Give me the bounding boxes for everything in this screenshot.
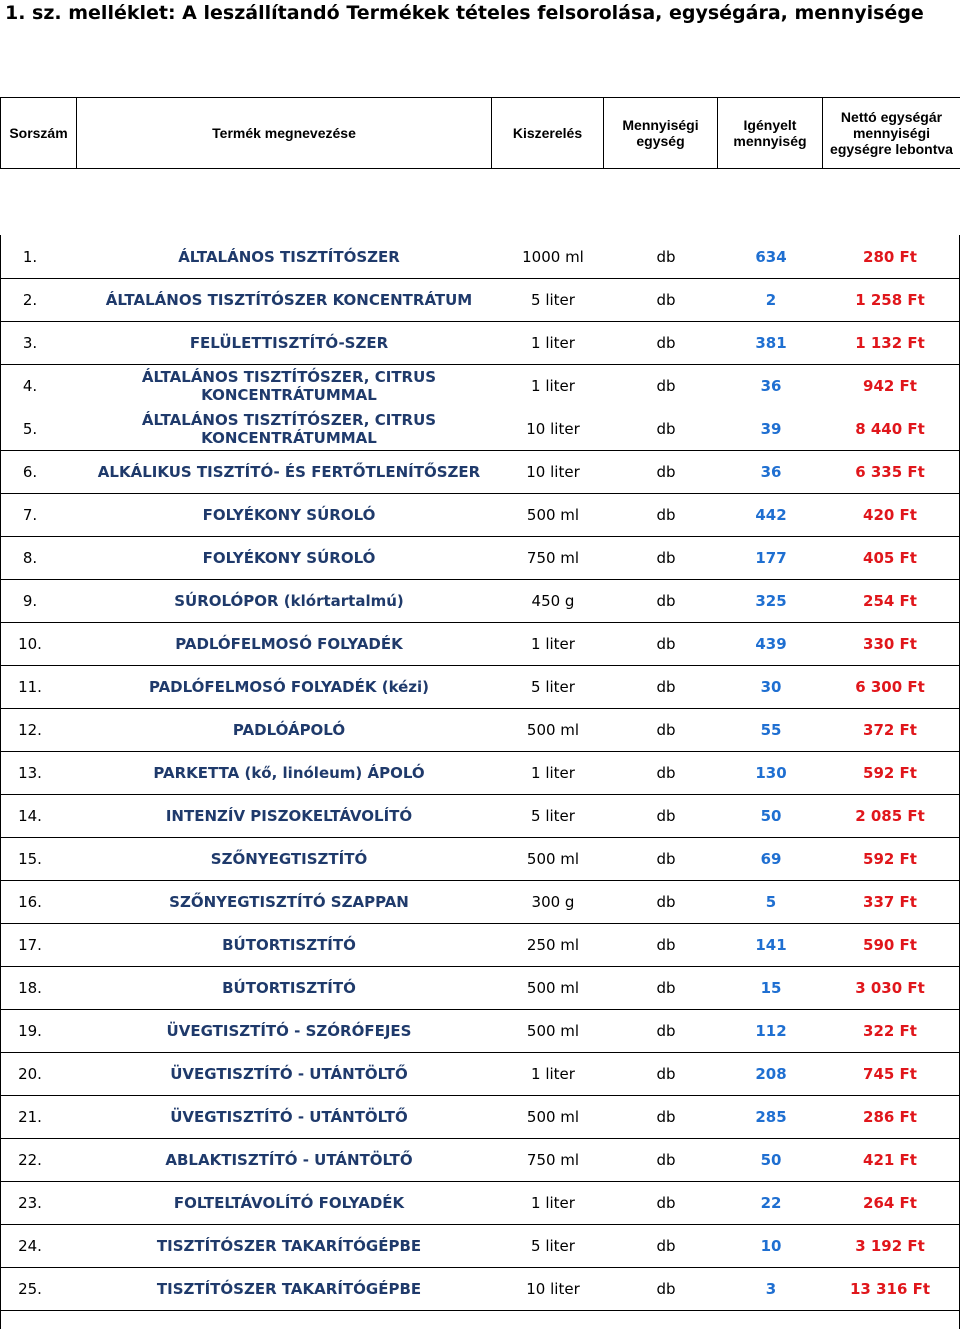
- unit-price: 420 Ft: [863, 505, 917, 524]
- table-row: [0, 579, 960, 623]
- quantity: 130: [755, 763, 787, 782]
- product-name-line2: KONCENTRÁTUMMAL: [201, 428, 377, 447]
- packaging: 750 ml: [526, 1150, 580, 1169]
- quantity: 15: [760, 978, 782, 997]
- table-row: [0, 665, 960, 709]
- unit-price: 2 085 Ft: [855, 806, 925, 825]
- product-name: ABLAKTISZTÍTÓ - UTÁNTÖLTŐ: [165, 1150, 413, 1169]
- unit: db: [656, 849, 676, 868]
- table-row: [0, 1181, 960, 1225]
- unit-price: 592 Ft: [863, 763, 917, 782]
- product-name: FOLYÉKONY SÚROLÓ: [202, 505, 376, 524]
- packaging: 300 g: [531, 892, 575, 911]
- row-number: 17.: [18, 935, 42, 954]
- row-number: 7.: [22, 505, 38, 524]
- page-title: 1. sz. melléklet: A leszállítandó Termékek tételes felsorolása, egységára, mennyisége: [5, 2, 924, 24]
- quantity: 634: [755, 247, 787, 266]
- table-row: [0, 1224, 960, 1268]
- table-row: [0, 837, 960, 881]
- packaging: 1 liter: [531, 376, 575, 395]
- unit-price: 322 Ft: [863, 1021, 917, 1040]
- packaging: 5 liter: [531, 1236, 575, 1255]
- unit-price: 421 Ft: [863, 1150, 917, 1169]
- table-row: [0, 321, 960, 365]
- quantity: 30: [760, 677, 782, 696]
- table-row: [0, 622, 960, 666]
- unit: db: [656, 892, 676, 911]
- quantity: 325: [755, 591, 787, 610]
- row-number: 4.: [22, 376, 38, 395]
- table-row: [0, 1052, 960, 1096]
- packaging: 500 ml: [526, 849, 580, 868]
- unit: db: [656, 1021, 676, 1040]
- header-mennyisegi-egyseg: Mennyiségi egység: [604, 98, 718, 169]
- row-number: 22.: [18, 1150, 42, 1169]
- packaging: 250 ml: [526, 935, 580, 954]
- packaging: 1 liter: [531, 634, 575, 653]
- product-name: [76, 364, 502, 407]
- packaging: 10 liter: [526, 1279, 580, 1298]
- row-number: 12.: [18, 720, 42, 739]
- row-number: 2.: [22, 290, 38, 309]
- quantity: 55: [760, 720, 782, 739]
- row-number: 9.: [22, 591, 38, 610]
- unit: db: [656, 1064, 676, 1083]
- unit-price: 6 335 Ft: [855, 462, 925, 481]
- quantity: 208: [755, 1064, 787, 1083]
- packaging: 500 ml: [526, 978, 580, 997]
- row-number: 23.: [18, 1193, 42, 1212]
- row-number: 11.: [18, 677, 42, 696]
- unit: db: [656, 548, 676, 567]
- unit-price: 405 Ft: [863, 548, 917, 567]
- product-name: ÜVEGTISZTÍTÓ - SZÓRÓFEJES: [166, 1021, 412, 1040]
- unit: db: [656, 591, 676, 610]
- product-name: PADLÓFELMOSÓ FOLYADÉK: [175, 634, 403, 653]
- unit: db: [656, 634, 676, 653]
- row-number: 19.: [18, 1021, 42, 1040]
- packaging: 500 ml: [526, 1107, 580, 1126]
- unit-price: 372 Ft: [863, 720, 917, 739]
- row-number: 15.: [18, 849, 42, 868]
- table-row: [0, 1095, 960, 1139]
- packaging: 10 liter: [526, 462, 580, 481]
- quantity: 112: [755, 1021, 787, 1040]
- product-name: SZŐNYEGTISZTÍTÓ SZAPPAN: [169, 892, 409, 911]
- packaging: 1 liter: [531, 763, 575, 782]
- unit-price: 590 Ft: [863, 935, 917, 954]
- table-row: [0, 880, 960, 924]
- table-row: [0, 1009, 960, 1053]
- row-number: 25.: [18, 1279, 42, 1298]
- product-name-line1: ÁLTALÁNOS TISZTÍTÓSZER, CITRUS: [141, 410, 437, 429]
- table-row: [0, 407, 960, 451]
- unit-price: 264 Ft: [863, 1193, 917, 1212]
- table-row: [0, 708, 960, 752]
- quantity: 141: [755, 935, 787, 954]
- row-number: 21.: [18, 1107, 42, 1126]
- header-row: [1, 98, 960, 169]
- packaging: 5 liter: [531, 806, 575, 825]
- product-name: FOLYÉKONY SÚROLÓ: [202, 548, 376, 567]
- product-name: PARKETTA (kő, linóleum) ÁPOLÓ: [153, 763, 425, 782]
- unit: db: [656, 677, 676, 696]
- quantity: 3: [765, 1279, 777, 1298]
- row-number: 24.: [18, 1236, 42, 1255]
- row-number: 14.: [18, 806, 42, 825]
- table-row: [0, 364, 960, 407]
- packaging: 10 liter: [526, 419, 580, 438]
- product-table: [0, 235, 960, 1329]
- unit-price: 592 Ft: [863, 849, 917, 868]
- row-number: 18.: [18, 978, 42, 997]
- packaging: 1 liter: [531, 1064, 575, 1083]
- unit-price: 280 Ft: [863, 247, 917, 266]
- product-name: SZŐNYEGTISZTÍTÓ: [210, 849, 368, 868]
- product-name: [76, 407, 502, 450]
- unit: db: [656, 978, 676, 997]
- unit-price: 254 Ft: [863, 591, 917, 610]
- quantity: 22: [760, 1193, 782, 1212]
- product-name: ÜVEGTISZTÍTÓ - UTÁNTÖLTŐ: [170, 1107, 408, 1126]
- product-name: TISZTÍTÓSZER TAKARÍTÓGÉPBE: [156, 1236, 422, 1255]
- packaging: 450 g: [531, 591, 575, 610]
- row-number: 1.: [22, 247, 38, 266]
- unit-price: 330 Ft: [863, 634, 917, 653]
- product-name: BÚTORTISZTÍTÓ: [222, 978, 356, 997]
- quantity: 36: [760, 462, 782, 481]
- row-number: 3.: [22, 333, 38, 352]
- unit: db: [656, 806, 676, 825]
- unit-price: 942 Ft: [863, 376, 917, 395]
- header-igenyelt-mennyiseg: Igényelt mennyiség: [718, 98, 823, 169]
- unit-price: 286 Ft: [863, 1107, 917, 1126]
- unit: db: [656, 247, 676, 266]
- unit: db: [656, 1193, 676, 1212]
- product-name-line1: ÁLTALÁNOS TISZTÍTÓSZER, CITRUS: [141, 367, 437, 386]
- table-row: [0, 536, 960, 580]
- packaging: 500 ml: [526, 1021, 580, 1040]
- unit: db: [656, 1150, 676, 1169]
- packaging: 1 liter: [531, 333, 575, 352]
- header-netto-egysegar: Nettó egységár mennyiségi egységre lebontva: [823, 98, 960, 169]
- table-row: [0, 751, 960, 795]
- product-name: ALKÁLIKUS TISZTÍTÓ- ÉS FERTŐTLENÍTŐSZER: [97, 462, 481, 481]
- table-row: [0, 794, 960, 838]
- quantity: 177: [755, 548, 787, 567]
- row-number: 10.: [18, 634, 42, 653]
- unit-price: 13 316 Ft: [849, 1279, 931, 1298]
- packaging: 1000 ml: [522, 247, 584, 266]
- product-name: TISZTÍTÓSZER TAKARÍTÓGÉPBE: [156, 1279, 422, 1298]
- product-name: FOLTELTÁVOLÍTÓ FOLYADÉK: [173, 1193, 405, 1212]
- table-row: [0, 923, 960, 967]
- unit: db: [656, 462, 676, 481]
- quantity: 36: [760, 376, 782, 395]
- packaging: 5 liter: [531, 290, 575, 309]
- product-name: SÚROLÓPOR (klórtartalmú): [174, 591, 404, 610]
- row-number: 16.: [18, 892, 42, 911]
- unit: db: [656, 290, 676, 309]
- unit: db: [656, 333, 676, 352]
- product-name: FELÜLETTISZTÍTÓ-SZER: [189, 333, 389, 352]
- product-name: PADLÓÁPOLÓ: [232, 720, 346, 739]
- table-row: [0, 1267, 960, 1311]
- unit-price: 337 Ft: [863, 892, 917, 911]
- unit-price: 3 192 Ft: [855, 1236, 925, 1255]
- unit-price: 1 132 Ft: [855, 333, 925, 352]
- packaging: 750 ml: [526, 548, 580, 567]
- unit: db: [656, 720, 676, 739]
- unit: db: [656, 1279, 676, 1298]
- quantity: 381: [755, 333, 787, 352]
- row-number: 5.: [22, 419, 38, 438]
- product-name-line2: KONCENTRÁTUMMAL: [201, 385, 377, 404]
- quantity: 39: [760, 419, 782, 438]
- packaging: 5 liter: [531, 677, 575, 696]
- header-sorszam: Sorszám: [1, 98, 77, 169]
- row-number: 13.: [18, 763, 42, 782]
- header-table: [0, 97, 960, 169]
- unit: db: [656, 419, 676, 438]
- quantity: 50: [760, 806, 782, 825]
- product-name: ÁLTALÁNOS TISZTÍTÓSZER: [178, 247, 400, 266]
- quantity: 439: [755, 634, 787, 653]
- product-name: PADLÓFELMOSÓ FOLYADÉK (kézi): [148, 677, 430, 696]
- row-number: 6.: [22, 462, 38, 481]
- packaging: 1 liter: [531, 1193, 575, 1212]
- table-row: [0, 450, 960, 494]
- unit-price: 3 030 Ft: [855, 978, 925, 997]
- header-termek: Termék megnevezése: [77, 98, 492, 169]
- quantity: 50: [760, 1150, 782, 1169]
- table-row: [0, 235, 960, 279]
- packaging: 500 ml: [526, 505, 580, 524]
- unit: db: [656, 763, 676, 782]
- unit-price: 8 440 Ft: [855, 419, 925, 438]
- unit: db: [656, 935, 676, 954]
- unit: db: [656, 1236, 676, 1255]
- unit-price: 745 Ft: [863, 1064, 917, 1083]
- table-row: [0, 1138, 960, 1182]
- table-row: [0, 493, 960, 537]
- product-name: BÚTORTISZTÍTÓ: [222, 935, 356, 954]
- quantity: 442: [755, 505, 787, 524]
- packaging: 500 ml: [526, 720, 580, 739]
- quantity: 69: [760, 849, 782, 868]
- row-number: 20.: [18, 1064, 42, 1083]
- quantity: 2: [765, 290, 777, 309]
- quantity: 285: [755, 1107, 787, 1126]
- product-name: ÜVEGTISZTÍTÓ - UTÁNTÖLTŐ: [170, 1064, 408, 1083]
- unit: db: [656, 505, 676, 524]
- table-row: [0, 966, 960, 1010]
- row-number: 8.: [22, 548, 38, 567]
- unit-price: 1 258 Ft: [855, 290, 925, 309]
- product-name: INTENZÍV PISZOKELTÁVOLÍTÓ: [165, 806, 413, 825]
- unit-price: 6 300 Ft: [855, 677, 925, 696]
- table-row: [0, 278, 960, 322]
- unit: db: [656, 1107, 676, 1126]
- quantity: 5: [765, 892, 777, 911]
- product-name: ÁLTALÁNOS TISZTÍTÓSZER KONCENTRÁTUM: [105, 290, 473, 309]
- header-kiszereles: Kiszerelés: [492, 98, 604, 169]
- quantity: 10: [760, 1236, 782, 1255]
- unit: db: [656, 376, 676, 395]
